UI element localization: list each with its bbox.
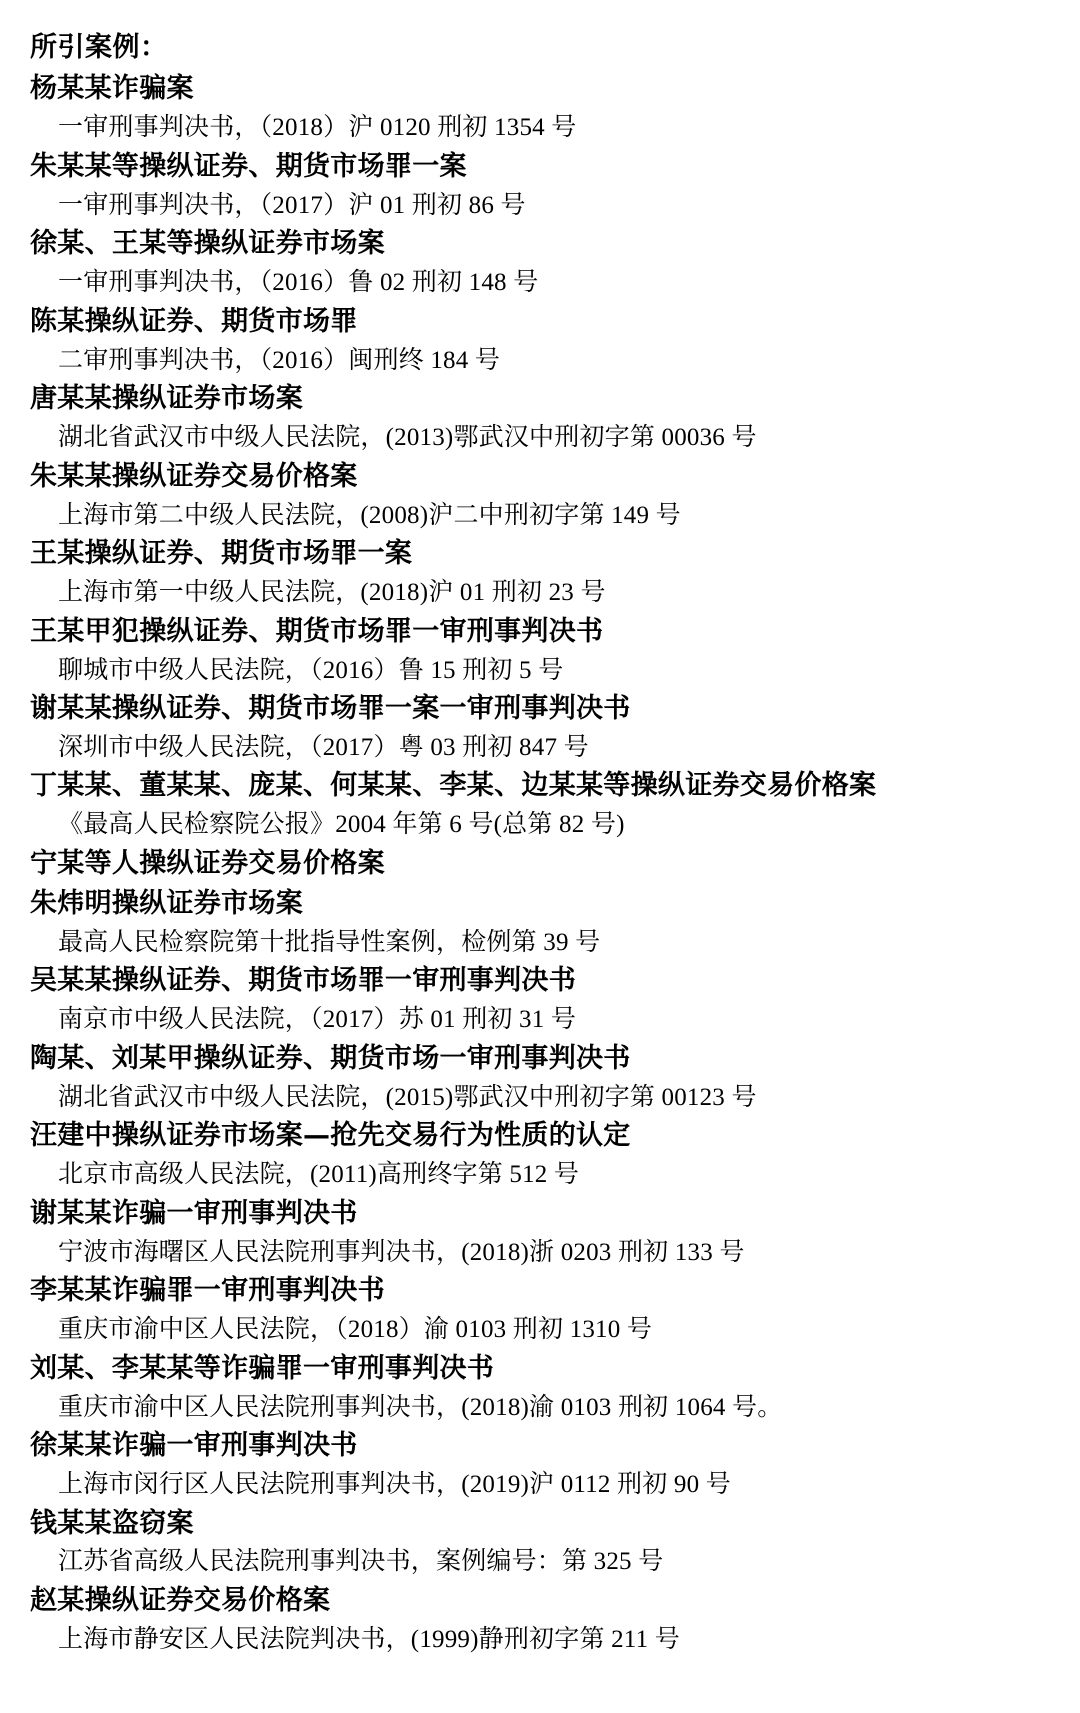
case-reference: 一审刑事判决书，（2018）沪 0120 刑初 1354 号: [58, 114, 577, 142]
case-reference: 重庆市渝中区人民法院，（2018）渝 0103 刑初 1310 号: [58, 1316, 653, 1344]
case-reference: 聊城市中级人民法院，（2016）鲁 15 刑初 5 号: [58, 656, 564, 684]
case-name: 朱某某操纵证券交易价格案: [30, 460, 358, 492]
case-reference: 一审刑事判决书，（2017）沪 01 刑初 86 号: [58, 191, 526, 219]
cited-cases-list: [30, 69, 1044, 1658]
case-name: 王某操纵证券、期货市场罪一案: [30, 538, 413, 570]
list-item: [30, 1349, 1044, 1426]
case-reference: 上海市第二中级人民法院，(2008)沪二中刑初字第 149 号: [58, 501, 681, 529]
case-name: 杨某某诈骗案: [30, 73, 194, 105]
case-reference: 《最高人民检察院公报》2004 年第 6 号(总第 82 号): [58, 811, 625, 839]
case-name: 汪建中操纵证券市场案—抢先交易行为性质的认定: [30, 1120, 631, 1152]
list-item: [30, 766, 1044, 843]
case-name: 宁某等人操纵证券交易价格案: [30, 847, 385, 879]
case-reference: 深圳市中级人民法院，（2017）粤 03 刑初 847 号: [58, 733, 589, 761]
list-item: [30, 1271, 1044, 1348]
case-reference: 上海市闵行区人民法院刑事判决书，(2019)沪 0112 刑初 90 号: [58, 1471, 731, 1499]
case-name: 刘某、李某某等诈骗罪一审刑事判决书: [30, 1352, 495, 1384]
list-item: [30, 884, 1044, 961]
case-name: 朱炜明操纵证券市场案: [30, 887, 303, 919]
list-item: [30, 612, 1044, 689]
case-reference: 湖北省武汉市中级人民法院，(2013)鄂武汉中刑初字第 00036 号: [58, 424, 757, 452]
list-item: [30, 1039, 1044, 1116]
case-name: 朱某某等操纵证券、期货市场罪一案: [30, 150, 467, 182]
case-name: 钱某某盗窃案: [30, 1507, 194, 1539]
case-reference: 上海市静安区人民法院判决书，(1999)静刑初字第 211 号: [58, 1625, 680, 1653]
case-reference: 一审刑事判决书，（2016）鲁 02 刑初 148 号: [58, 269, 539, 297]
case-name: 赵某操纵证券交易价格案: [30, 1584, 331, 1616]
case-reference: 重庆市渝中区人民法院刑事判决书，(2018)渝 0103 刑初 1064 号。: [58, 1393, 783, 1421]
list-item: [30, 1194, 1044, 1271]
case-reference: 南京市中级人民法院，（2017）苏 01 刑初 31 号: [58, 1006, 577, 1034]
case-reference: 宁波市海曙区人民法院刑事判决书，(2018)浙 0203 刑初 133 号: [58, 1238, 745, 1266]
case-name: 徐某某诈骗一审刑事判决书: [30, 1430, 358, 1462]
list-item: [30, 961, 1044, 1038]
list-item: [30, 224, 1044, 301]
case-reference: 北京市高级人民法院，(2011)高刑终字第 512 号: [58, 1161, 580, 1189]
case-name: 唐某某操纵证券市场案: [30, 383, 303, 415]
list-item: [30, 1116, 1044, 1193]
case-reference: 江苏省高级人民法院刑事判决书，案例编号：第 325 号: [58, 1548, 664, 1576]
case-name: 李某某诈骗罪一审刑事判决书: [30, 1275, 385, 1307]
page-title: 所引案例：: [30, 32, 168, 63]
list-item: [30, 534, 1044, 611]
case-name: 谢某某诈骗一审刑事判决书: [30, 1197, 358, 1229]
list-item: [30, 302, 1044, 379]
list-item: [30, 379, 1044, 456]
list-item: [30, 147, 1044, 224]
case-name: 丁某某、董某某、庞某、何某某、李某、边某某等操纵证券交易价格案: [30, 770, 877, 802]
case-reference: 上海市第一中级人民法院，(2018)沪 01 刑初 23 号: [58, 579, 606, 607]
case-name: 吴某某操纵证券、期货市场罪一审刑事判决书: [30, 965, 576, 997]
case-name: 王某甲犯操纵证券、期货市场罪一审刑事判决书: [30, 615, 604, 647]
list-item: [30, 689, 1044, 766]
list-item: [30, 457, 1044, 534]
case-reference: 二审刑事判决书，（2016）闽刑终 184 号: [58, 346, 501, 374]
list-item: [30, 1504, 1044, 1581]
case-name: 谢某某操纵证券、期货市场罪一案一审刑事判决书: [30, 693, 631, 725]
list-item: [30, 844, 1044, 884]
case-name: 陶某、刘某甲操纵证券、期货市场一审刑事判决书: [30, 1042, 631, 1074]
list-item: [30, 1581, 1044, 1658]
list-item: [30, 69, 1044, 146]
case-reference: 最高人民检察院第十批指导性案例，检例第 39 号: [58, 928, 601, 956]
case-name: 徐某、王某等操纵证券市场案: [30, 228, 385, 260]
case-name: 陈某操纵证券、期货市场罪: [30, 305, 358, 337]
list-item: [30, 1426, 1044, 1503]
case-reference: 湖北省武汉市中级人民法院，(2015)鄂武汉中刑初字第 00123 号: [58, 1083, 757, 1111]
